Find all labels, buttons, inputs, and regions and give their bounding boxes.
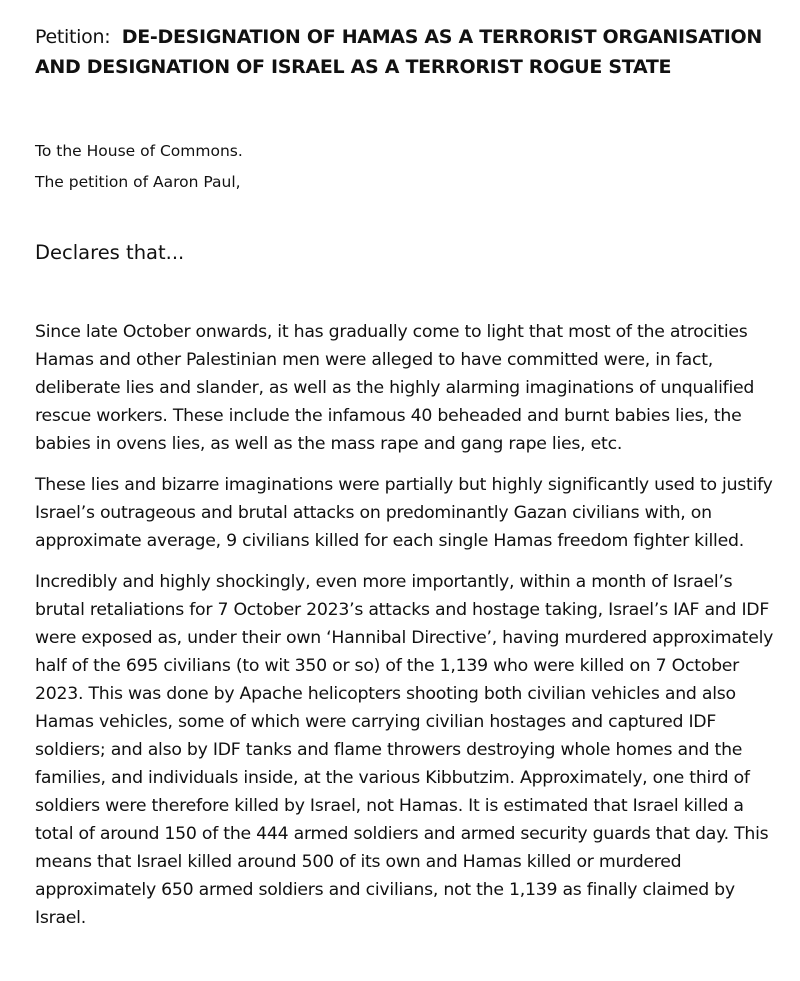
declares-heading: Declares that... <box>35 241 185 264</box>
title-heading: DE-DESIGNATION OF HAMAS AS A TERRORIST ORGANISATION AND DESIGNATION OF ISRAEL AS A TERRORIST ROGUE STATE <box>35 26 762 78</box>
title-prefix: Petition: <box>35 26 111 48</box>
paragraph-2: These lies and bizarre imaginations were partially but highly significantly used to justify Israel’s outrageous and brutal attacks on predominantly Gazan civilians with, on approximate average, 9 civilians killed for each single Hamas freedom fighter killed. <box>35 475 773 551</box>
petitioner-line: The petition of Aaron Paul, <box>35 173 241 191</box>
petition-document <box>35 22 780 932</box>
petition-title <box>35 22 780 82</box>
paragraph-1: Since late October onwards, it has gradually come to light that most of the atrocities Hamas and other Palestinian men were alleged to have committed were, in fact, deliberate lies and slander, as well as the highly alarming imaginations of unqualified rescue workers. These include the infamous 40 beheaded and burnt babies lies, the babies in ovens lies, as well as the mass rape and gang rape lies, etc. <box>35 322 755 454</box>
addressee-line: To the House of Commons. <box>35 142 243 160</box>
paragraph-3: Incredibly and highly shockingly, even more importantly, within a month of Israel’s brutal retaliations for 7 October 2023’s attacks and hostage taking, Israel’s IAF and IDF were exposed as, under their own ‘Hannibal Directive’, having murdered approximately half of the 695 civilians (to wit 350 or so) of the 1,139 who were killed on 7 October 2023. This was done by Apache helicopters shooting both civilian vehicles and also Hamas vehicles, some of which were carrying civilian hostages and captured IDF soldiers; and also by IDF tanks and flame throwers destroying whole homes and the families, and individuals inside, at the various Kibbutzim. Approximately, one third of soldiers were therefore killed by Israel, not Hamas. It is estimated that Israel killed a total of around 150 of the 444 armed soldiers and armed security guards that day. This means that Israel killed around 500 of its own and Hamas killed or murdered approximately 650 armed soldiers and civilians, not the 1,139 as finally claimed by Israel. <box>35 572 774 928</box>
